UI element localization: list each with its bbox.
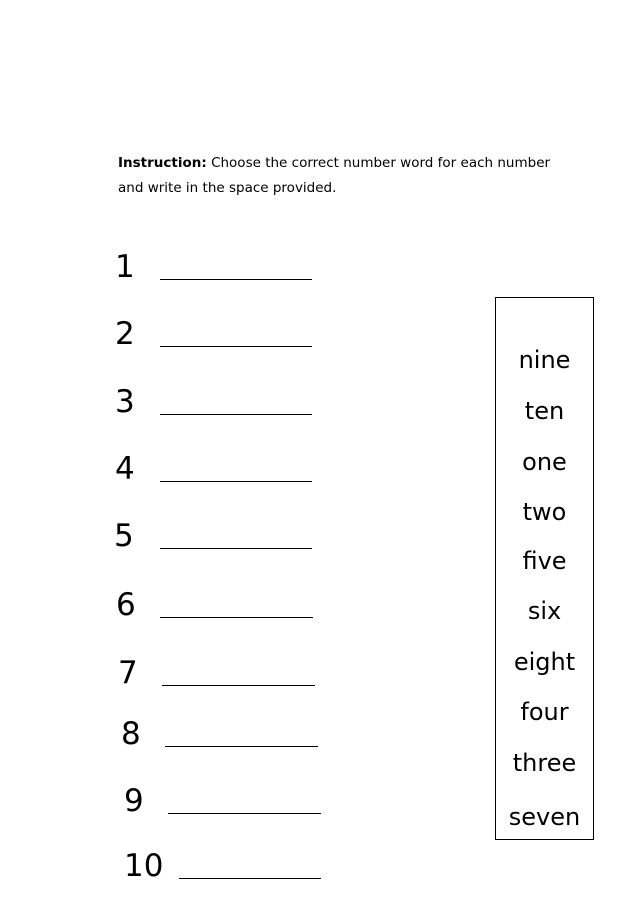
answer-blank[interactable] bbox=[160, 617, 313, 618]
instruction bbox=[118, 151, 558, 201]
answer-row-10 bbox=[124, 843, 324, 883]
word-bank-item: five bbox=[522, 547, 567, 575]
answer-blank[interactable] bbox=[160, 414, 312, 415]
answer-blank[interactable] bbox=[160, 346, 312, 347]
instruction-text: Choose the correct number word for each number and write in the space provided. bbox=[118, 155, 551, 196]
answer-blank[interactable] bbox=[160, 279, 312, 280]
word-bank-item: nine bbox=[518, 346, 571, 374]
number-label: 4 bbox=[115, 451, 135, 487]
answer-row-9 bbox=[124, 778, 324, 818]
number-label: 1 bbox=[115, 249, 135, 285]
word-bank-item: six bbox=[527, 597, 562, 625]
number-label: 6 bbox=[116, 587, 136, 623]
word-bank-item: one bbox=[522, 448, 567, 476]
word-bank-item: two bbox=[522, 498, 567, 526]
number-label: 9 bbox=[124, 783, 144, 819]
word-bank-item: four bbox=[520, 698, 569, 726]
answer-blank[interactable] bbox=[160, 548, 312, 549]
word-bank-item: seven bbox=[508, 803, 581, 831]
answer-row-6 bbox=[116, 582, 316, 622]
answer-row-3 bbox=[115, 379, 315, 419]
answer-row-7 bbox=[118, 650, 318, 690]
word-bank bbox=[495, 297, 594, 840]
answer-row-4 bbox=[115, 446, 315, 486]
answer-blank[interactable] bbox=[165, 746, 318, 747]
number-label: 10 bbox=[124, 848, 164, 884]
number-label: 8 bbox=[121, 716, 141, 752]
number-label: 2 bbox=[115, 316, 135, 352]
answer-row-5 bbox=[114, 513, 314, 553]
number-label: 3 bbox=[115, 384, 135, 420]
word-bank-item: ten bbox=[524, 397, 565, 425]
answer-row-2 bbox=[115, 311, 315, 351]
instruction-label: Instruction: bbox=[118, 155, 207, 171]
answer-row-1 bbox=[115, 244, 315, 284]
word-bank-item: three bbox=[512, 749, 577, 777]
number-label: 5 bbox=[114, 518, 134, 554]
word-bank-item: eight bbox=[513, 648, 576, 676]
answer-blank[interactable] bbox=[162, 685, 315, 686]
number-label: 7 bbox=[118, 655, 138, 691]
answer-blank[interactable] bbox=[160, 481, 312, 482]
answer-blank[interactable] bbox=[168, 813, 321, 814]
answer-row-8 bbox=[121, 711, 321, 751]
answer-blank[interactable] bbox=[179, 878, 321, 879]
